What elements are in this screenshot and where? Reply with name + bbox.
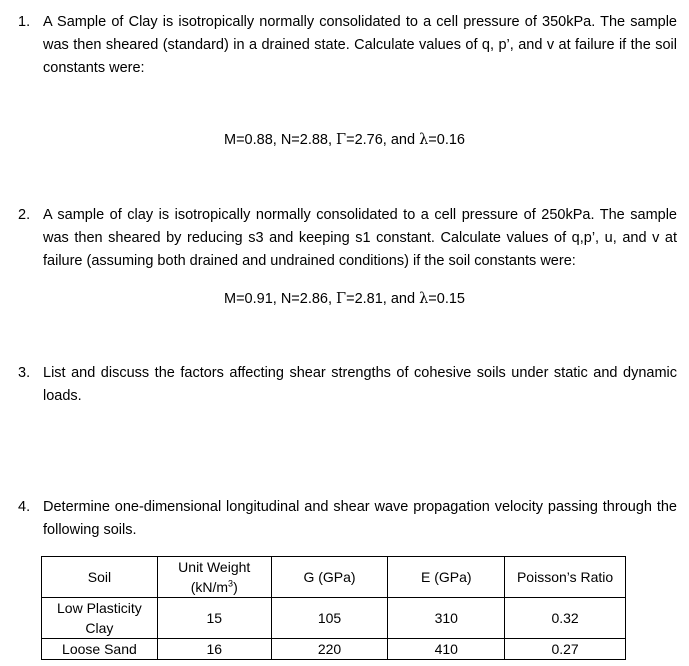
cell-e: 310 — [388, 598, 505, 639]
soil-name-line2: Clay — [85, 620, 114, 636]
question-3-text: List and discuss the factors affecting shear strengths of cohesive soils under static and dynamic loads. — [43, 365, 677, 404]
header-g: G (GPa) — [271, 557, 388, 598]
question-1-constants — [0, 130, 689, 150]
soil-properties-table — [41, 556, 626, 660]
cell-g: 220 — [271, 639, 388, 660]
unit-open: (kN/m — [190, 579, 229, 595]
header-unit-weight-label: Unit Weight — [178, 559, 251, 575]
table-header-row — [42, 557, 626, 598]
header-unit-weight — [157, 557, 271, 598]
header-unit-weight-unit — [191, 579, 238, 595]
cell-unit-weight: 16 — [157, 639, 271, 660]
question-3-number: 3. — [18, 365, 31, 381]
gamma-symbol: Γ — [336, 291, 347, 307]
unit-close: ) — [233, 579, 238, 595]
question-1-text: A Sample of Clay is isotropically normally consolidated to a cell pressure of 350kPa. The sample was then sheared (standard) in a drained state. Calculate values of q, p’, and v at failure if the soil constants were: — [43, 14, 677, 76]
table-row — [42, 598, 626, 639]
soil-name-line1: Low Plasticity — [57, 600, 142, 616]
question-1-number: 1. — [18, 14, 31, 30]
header-poisson: Poisson’s Ratio — [505, 557, 626, 598]
table-row — [42, 639, 626, 660]
cell-g: 105 — [271, 598, 388, 639]
unit-exponent: 3 — [228, 578, 234, 589]
gamma-value: =2.76, and — [346, 132, 420, 148]
lambda-symbol: λ — [419, 132, 429, 148]
gamma-symbol: Γ — [336, 132, 347, 148]
cell-soil — [42, 598, 158, 639]
cell-e: 410 — [388, 639, 505, 660]
constants-prefix: M=0.88, N=2.88, — [224, 132, 337, 148]
cell-unit-weight: 15 — [157, 598, 271, 639]
lambda-value: =0.16 — [428, 132, 465, 148]
question-4-number: 4. — [18, 499, 31, 515]
cell-poisson: 0.32 — [505, 598, 626, 639]
gamma-value: =2.81, and — [346, 291, 420, 307]
header-e: E (GPa) — [388, 557, 505, 598]
question-4-text: Determine one-dimensional longitudinal and shear wave propagation velocity passing through the following soils. — [43, 499, 677, 538]
cell-soil: Loose Sand — [42, 639, 158, 660]
cell-poisson: 0.27 — [505, 639, 626, 660]
question-2-constants — [0, 289, 689, 309]
question-2-number: 2. — [18, 207, 31, 223]
lambda-value: =0.15 — [428, 291, 465, 307]
constants-prefix: M=0.91, N=2.86, — [224, 291, 337, 307]
header-soil: Soil — [42, 557, 158, 598]
lambda-symbol: λ — [419, 291, 429, 307]
question-2-text: A sample of clay is isotropically normally consolidated to a cell pressure of 250kPa. The sample was then sheared by reducing s3 and keeping s1 constant. Calculate values of q,p’, u, and v at failure (assuming both drained and undrained conditions) if the soil constants were: — [43, 207, 677, 269]
